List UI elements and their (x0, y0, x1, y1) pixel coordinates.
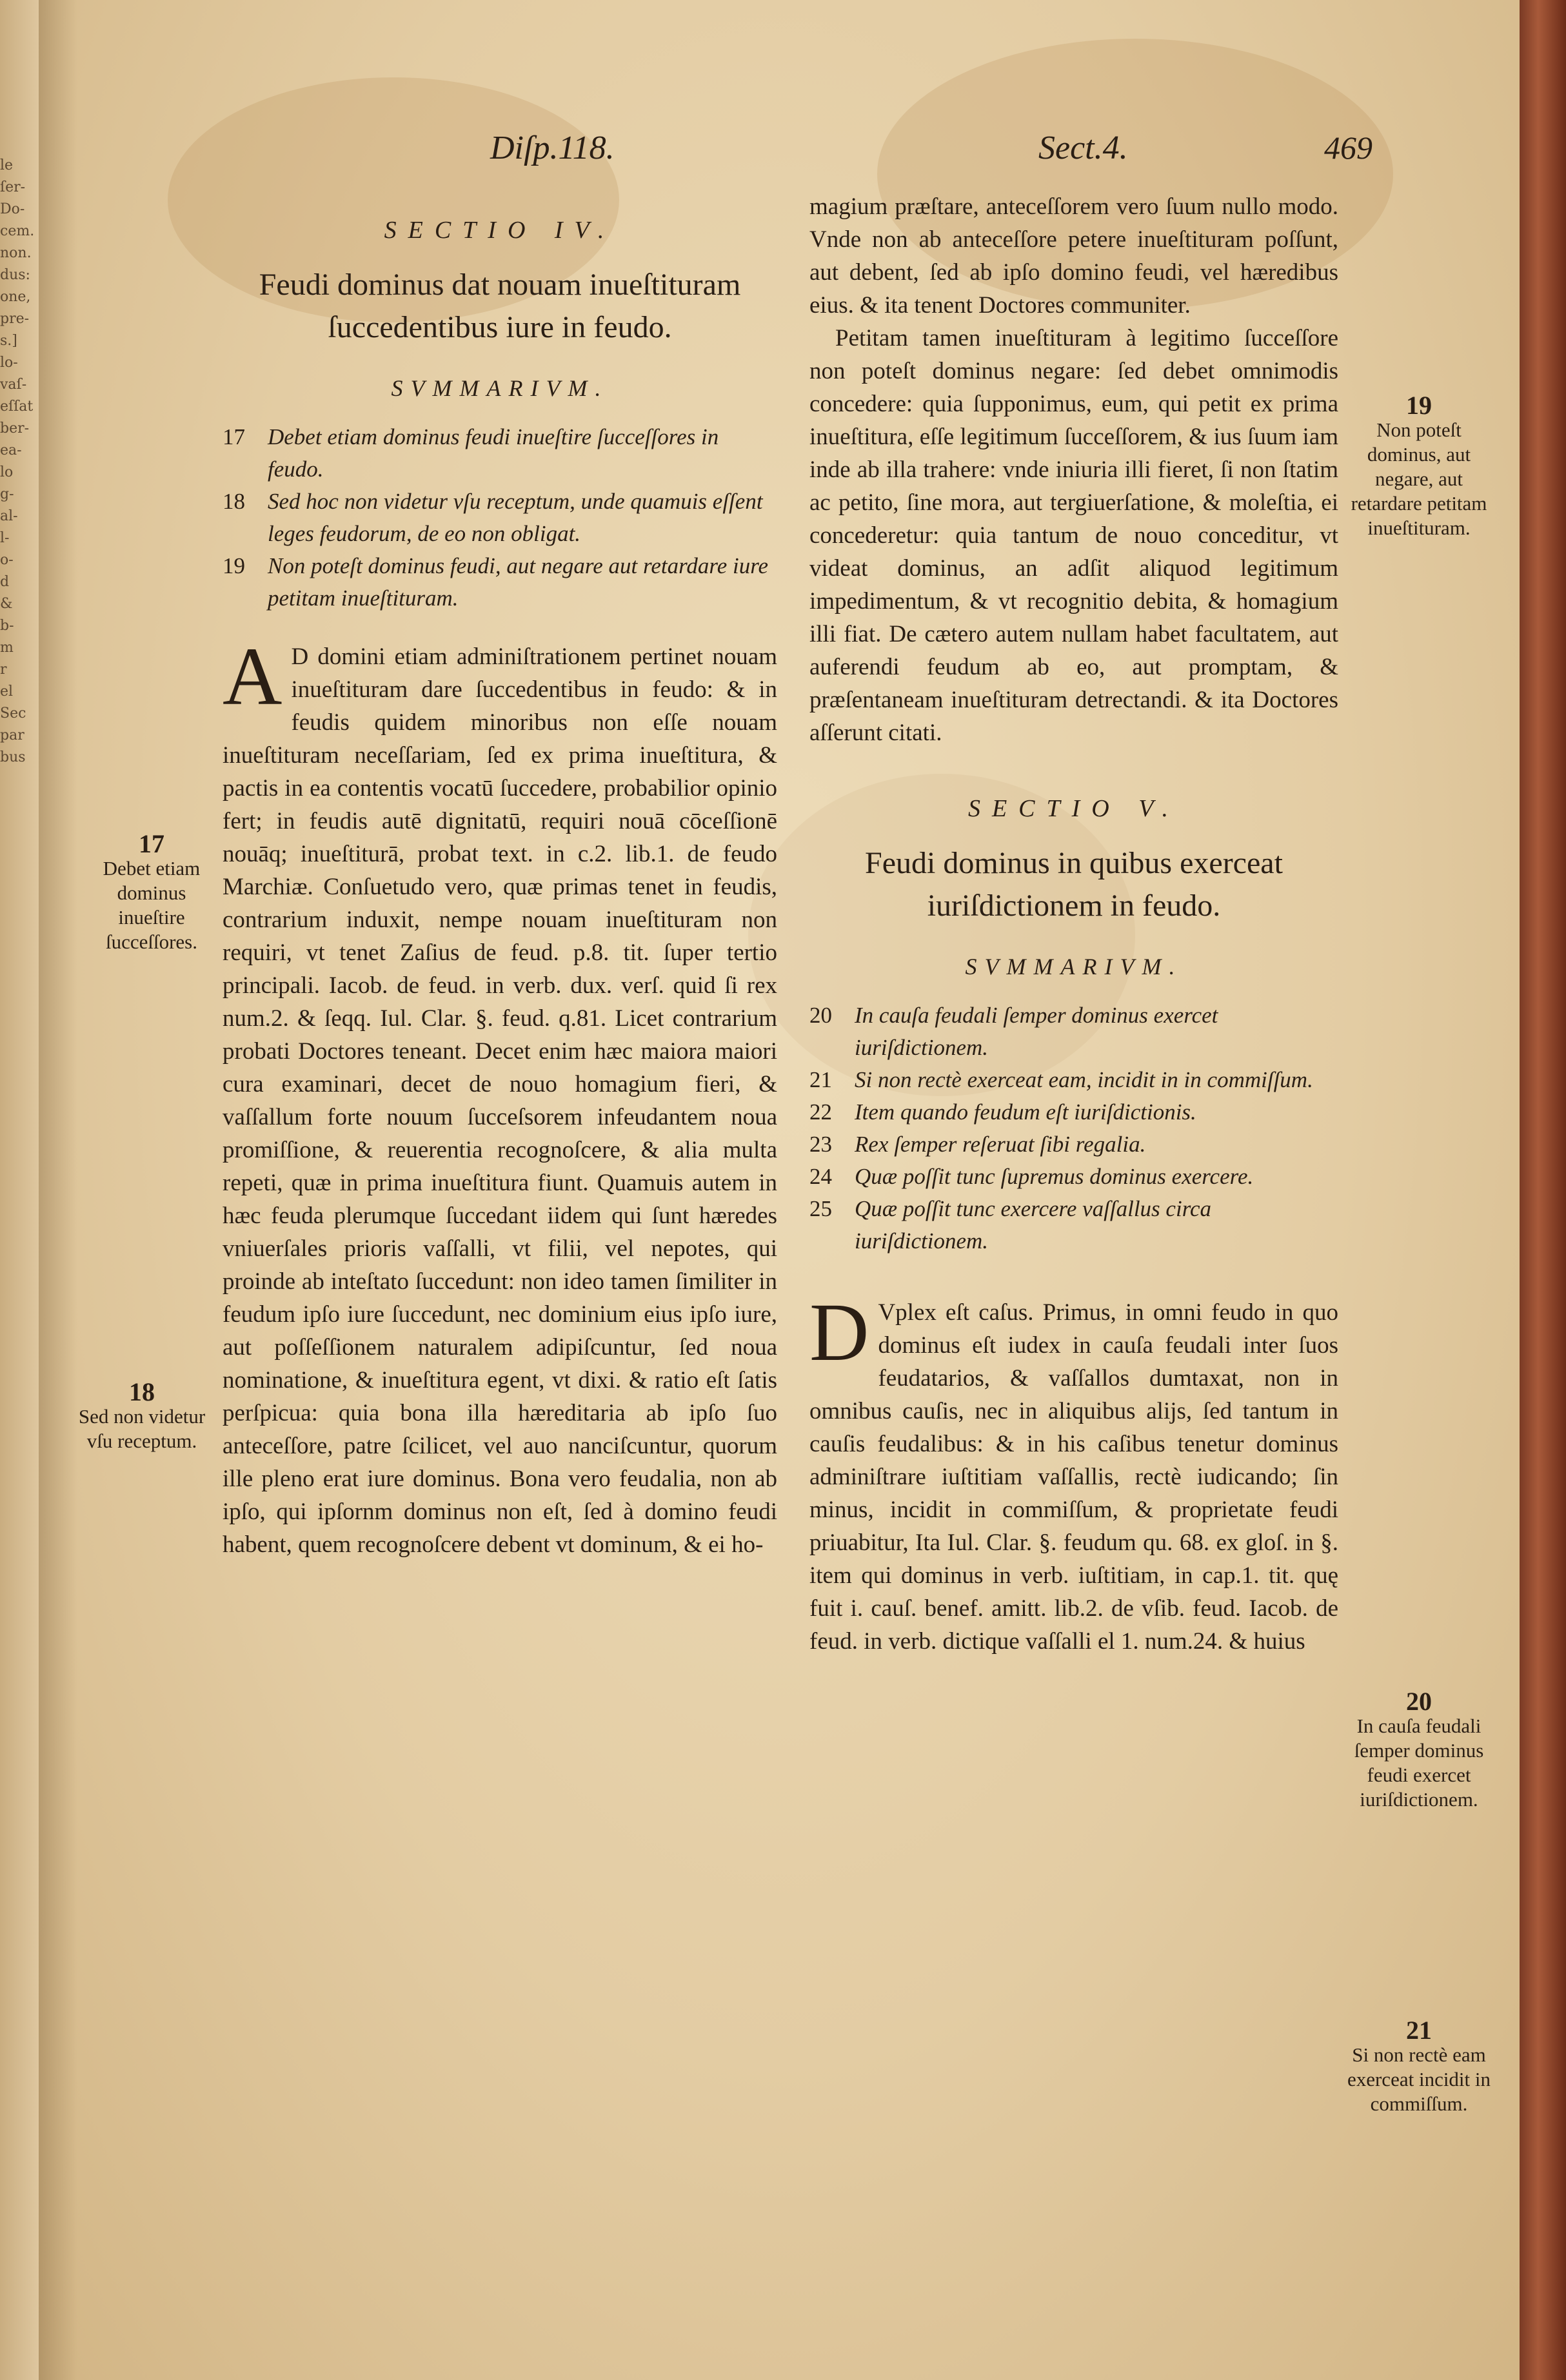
margin-note-19 (1338, 393, 1500, 540)
summary-number: 24 (809, 1164, 832, 1189)
bleed-text: o- (0, 552, 14, 568)
summary-text: Si non rectè exerceat eam, incidit in in commiſſum. (855, 1067, 1313, 1092)
bleed-text: non. (0, 245, 32, 261)
section-heading: Feudi dominus in quibus exerceat iuriſdictionem in feudo. (865, 846, 1283, 923)
bleed-text: par (0, 727, 25, 743)
bleed-text: s.] (0, 333, 17, 349)
bleed-text: Sec (0, 705, 26, 722)
body-paragraph: magium præſtare, anteceſſorem vero ſuum nullo modo. Vnde non ab anteceſſore petere inueſtituram poſſunt, aut debent, ſed ab ipſo domino feudi, vel hæredibus eius. & ita tenent Doctores communiter. (809, 193, 1338, 319)
summary-text: Sed hoc non videtur vſu receptum, unde quamuis eſſent leges feudorum, de eo non obligat. (268, 489, 763, 546)
summary-number: 21 (809, 1067, 832, 1092)
summary-item (809, 1064, 1338, 1096)
bleed-text: dus: (0, 267, 30, 283)
drop-cap: D (809, 1286, 869, 1378)
summary-list (809, 999, 1338, 1257)
bleed-text: eſſat (0, 398, 34, 415)
bleed-text: bus (0, 749, 26, 765)
summary-item (809, 1128, 1338, 1161)
margin-note-21 (1345, 2018, 1493, 2116)
summary-number: 20 (809, 1003, 832, 1028)
summary-number: 19 (223, 553, 245, 578)
bleed-text: & (0, 596, 13, 612)
margin-note-text: Sed non videtur vſu receptum. (78, 1405, 206, 1452)
summary-number: 17 (223, 424, 245, 449)
margin-note-18 (68, 1377, 216, 1453)
summary-item (223, 486, 777, 550)
section-heading: Feudi dominus dat nouam inueſtituram ſuccedentibus iure in feudo. (259, 268, 741, 344)
summary-text: Item quando feudum eſt iuriſdictionis. (855, 1099, 1196, 1125)
bleed-text: pre- (0, 311, 30, 327)
running-head-left: Diſp.118. (490, 130, 615, 166)
bleed-text: lo (0, 464, 14, 480)
bleed-text: el (0, 684, 14, 700)
facing-page-bleed (0, 155, 39, 769)
bleed-text: r (0, 662, 7, 678)
summary-text: Non poteſt dominus feudi, aut negare aut retardare iure petitam inueſtituram. (268, 553, 769, 611)
margin-note-20 (1342, 1689, 1496, 1812)
margin-note-text: In cauſa feudali ſemper dominus feudi exercet iuriſdictionem. (1354, 1715, 1484, 1811)
summary-item (809, 1096, 1338, 1128)
margin-note-text: Non poteſt dominus, aut negare, aut retardare petitam inueſtituram. (1351, 418, 1487, 539)
body-text: D domini etiam adminiſtrationem pertinet nouam inueſtituram dare ſuccedentibus in feudo: & in feudis quidem minoribus non eſſe nouam inueſtituram neceſſariam, ſed ex prima inueſtitura, & pactis in ea contentis vocatū ſuccedere, probabilior opinio fert; in feudis autē dignitatū, requiri nouā cōceſſionē nouāq; inueſtiturā, probat text. in c.2. lib.1. de feudo Marchiæ. Conſuetudo vero, quæ primas tenet in feudis, contrarium induxit, nempe nouam inueſtituram non requiri, vt tenet Zaſius de feud. p.8. tit. ſuper tertio principali. Iacob. de feud. in verb. dux. verſ. quid ſi rex num.2. & ſeqq. Iul. Clar. §. feud. q.81. Licet contrarium probati Doctores teneant. Decet enim hæc maiora maiori cura examinari, decet de nouo homagium fieri, & vaſſallum forte nouum ſucceſsorem infeudantem noua promiſſione, & reuerentia recognoſcere, & alia multa repeti, quæ in prima inueſtitura fiunt. Quamuis autem in hæc feuda plerumque ſuccedant iidem qui ſunt hæredes vniuerſales prioris vaſſalli, vt filii, vel nepotes, qui proinde ab inteſtato ſuccedunt: non ideo tamen ſimiliter in feudum ipſo iure ſuccedunt, nec dominium eius ipſo iure, aut poſſeſſionem naturalem adipiſcuntur, ſed noua nominatione, & inueſtitura egent, vt dixi. & ratio eſt ſatis perſpicua: quia bona illa hæreditaria ab ipſo ſuo anteceſſore, patre ſcilicet, vel auo nanciſcuntur, quorum ille pleno erat iure dominus. Bona vero feudalia, non ab ipſo, qui ipſornm dominus non eſt, ſed à domino feudi habent, quem recognoſcere debent vt dominum, & ei ho- (223, 644, 777, 1558)
bleed-text: cem. (0, 223, 35, 239)
summary-number: 23 (809, 1132, 832, 1157)
summary-number: 25 (809, 1196, 832, 1221)
summary-text: Quæ poſſit tunc exercere vaſſallus circa iuriſdictionem. (855, 1196, 1212, 1254)
section-title: SECTIO IV. (384, 217, 616, 244)
bleed-text: ea- (0, 442, 22, 458)
summary-text: In cauſa feudali ſemper dominus exercet iuriſdictionem. (855, 1003, 1218, 1060)
bleed-text: Do- (0, 201, 25, 217)
bleed-text: lo- (0, 355, 18, 371)
summary-number: 22 (809, 1099, 832, 1125)
right-column (809, 190, 1338, 1658)
summary-title: SVMMARIVM. (965, 954, 1183, 979)
margin-note-text: Si non rectè eam exerceat incidit in commiſſum. (1347, 2043, 1491, 2115)
margin-note-number: 21 (1406, 2016, 1432, 2045)
margin-note-number: 18 (129, 1377, 155, 1406)
body-paragraph: Petitam tamen inueſtituram à legitimo ſucceſſore non poteſt dominus negare: ſed debet omnimodis concedere: quia ſupponimus, eum, qui petit ex prima inueſtitura, eſſe legitimum ſucceſſorem, & ius ſuum iam inde ab illa trahere: vnde iniuria illi fieret, ſi non ſtatim ac petito, ſine mora, aut tergiuerſatione, & moleſtia, ei concederetur: quia tantum de nouo conceditur, vt videat dominus, an adſit aliquod legitimum impedimentum, & vt recognitio debita, & homagium illi fiat. De cætero autem nullam habet facultatem, aut auferendi feudum ab eo, aut promptam, & præſentaneam inueſtituram detrectandi. & ita Doctores aſſerunt citati. (809, 325, 1338, 746)
gutter-shadow (39, 0, 77, 2380)
section-title: SECTIO V. (967, 795, 1180, 822)
bleed-text: l- (0, 530, 10, 546)
summary-title: SVMMARIVM. (391, 375, 609, 401)
bleed-text: ber- (0, 420, 30, 437)
bleed-text: al- (0, 508, 18, 524)
margin-note-number: 17 (139, 829, 164, 858)
summary-text: Debet etiam dominus feudi inueſtire ſucceſſores in feudo. (268, 424, 719, 482)
summary-item (809, 999, 1338, 1064)
body-paragraph (809, 1286, 1338, 1658)
summary-item (223, 550, 777, 615)
summary-item (809, 1193, 1338, 1257)
summary-item (223, 421, 777, 486)
left-column (223, 216, 777, 1561)
margin-note-number: 19 (1406, 391, 1432, 420)
book-edge (1520, 0, 1566, 2380)
bleed-text: g- (0, 486, 14, 502)
bleed-text: le ſer- (0, 157, 26, 195)
bleed-text: d (0, 574, 10, 590)
bleed-text: b- (0, 618, 14, 634)
margin-note-text: Debet etiam dominus inueſtire ſucceſſores. (103, 857, 201, 953)
margin-note-number: 20 (1406, 1687, 1432, 1716)
body-text: Vplex eſt caſus. Primus, in omni feudo in quo dominus eſt iudex in cauſa feudali inter ſuos feudatarios, & vaſſallos dumtaxat, non in omnibus cauſis, nec in aliquibus alijs, ſed tantum in cauſis feudalibus: & in his caſibus tenetur dominus adminiſtrare iuſtitiam vaſſallis, rectè iudicando; ſin minus, incidit in commiſſum, & proprietate feudi priuabitur, Ita Iul. Clar. §. feudum qu. 68. ex gloſ. in §. item qui dominus in verb. iuſtitiam, in cap.1. tit. quę fuit i. cauſ. benef. amitt. lib.2. de vſib. feud. Iacob. de feud. in verb. dictique vaſſalli el 1. num.24. & huius (809, 1299, 1338, 1655)
summary-number: 18 (223, 489, 245, 514)
bleed-text: one, (0, 289, 31, 305)
summary-text: Quæ poſſit tunc ſupremus dominus exercere. (855, 1164, 1254, 1189)
margin-note-17 (87, 829, 216, 954)
bleed-text: m (0, 640, 14, 656)
drop-cap: A (223, 631, 282, 722)
summary-list (223, 421, 777, 615)
page-number: 469 (1324, 130, 1373, 166)
summary-text: Rex ſemper reſeruat ſibi regalia. (855, 1132, 1146, 1157)
body-paragraph (223, 631, 777, 1561)
running-head-right: Sect.4. (1038, 130, 1128, 166)
bleed-text: vaſ- (0, 377, 27, 393)
summary-item (809, 1161, 1338, 1193)
